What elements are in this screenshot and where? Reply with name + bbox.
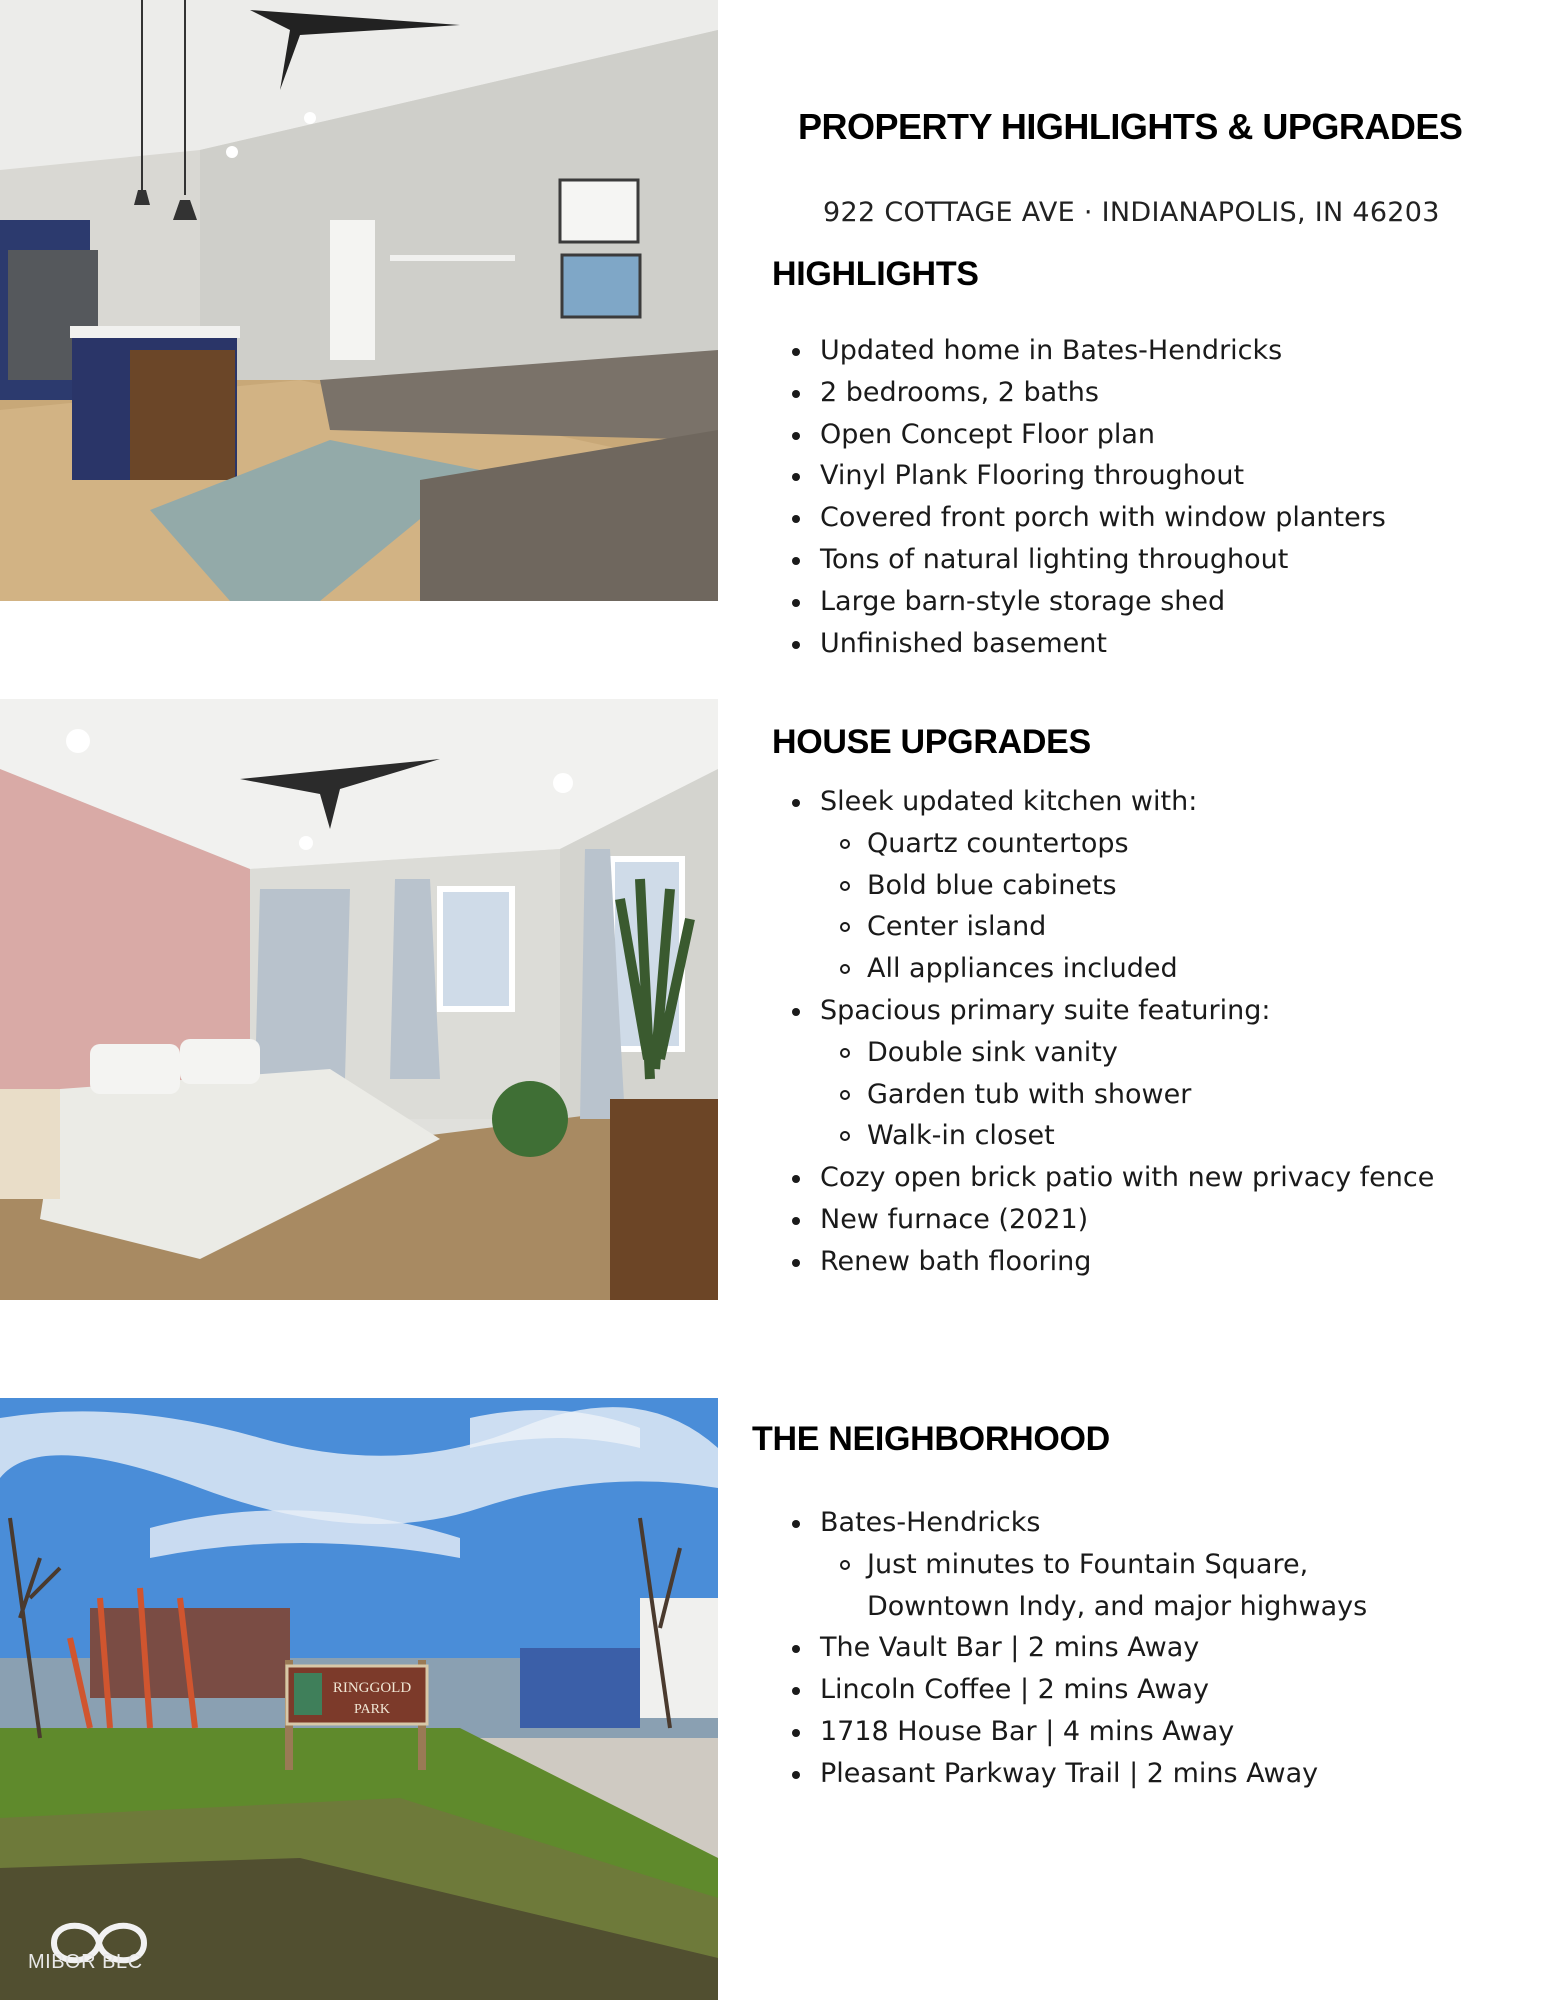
bullet-icon (792, 390, 800, 398)
list-item (772, 781, 1434, 823)
house-upgrades-list (772, 781, 1434, 1283)
sub-bullet-icon (840, 881, 850, 891)
list-item (772, 1669, 1367, 1711)
list-item (772, 1753, 1367, 1795)
list-item-text: Downtown Indy, and major highways (867, 1590, 1368, 1622)
list-item (772, 581, 1386, 623)
list-item (772, 823, 1434, 865)
list-item-text: Bates-Hendricks (820, 1507, 1041, 1538)
bullet-icon (792, 1687, 800, 1695)
highlights-heading: HIGHLIGHTS (772, 255, 979, 293)
list-item (772, 1586, 1367, 1628)
list-item (772, 865, 1434, 907)
list-item (772, 1241, 1434, 1283)
list-item-text: New furnace (2021) (820, 1203, 1089, 1235)
bullet-icon (792, 1645, 800, 1653)
bullet-icon (792, 799, 800, 807)
list-item (772, 330, 1386, 372)
list-item (772, 1115, 1434, 1157)
list-item-text: Large barn-style storage shed (820, 585, 1226, 617)
property-address: 922 COTTAGE AVE · INDIANAPOLIS, IN 46203 (823, 197, 1440, 228)
park-sign-line1: RINGGOLD (332, 1680, 412, 1696)
list-item-text: 2 bedrooms, 2 baths (820, 376, 1099, 408)
list-item-text: Bold blue cabinets (867, 869, 1117, 901)
park-sign-line2: PARK (353, 1702, 391, 1717)
bullet-icon (792, 1520, 800, 1528)
list-item-text: Garden tub with shower (867, 1078, 1192, 1110)
list-item-text: Renew bath flooring (820, 1245, 1092, 1277)
list-item (772, 539, 1386, 581)
bullet-icon (792, 1175, 800, 1183)
sub-bullet-icon (840, 964, 850, 974)
neighborhood-list (772, 1502, 1367, 1795)
list-item (772, 1544, 1367, 1586)
bullet-icon (792, 515, 800, 523)
list-item-text: Walk-in closet (867, 1120, 1055, 1152)
bullet-icon (792, 348, 800, 356)
list-item (772, 1502, 1367, 1544)
list-item-text: Cozy open brick patio with new privacy fence (820, 1162, 1435, 1194)
list-item-text: Updated home in Bates-Hendricks (820, 335, 1283, 366)
living-room-photo (0, 0, 718, 601)
bullet-icon (792, 599, 800, 607)
bullet-icon (792, 473, 800, 481)
page-title: PROPERTY HIGHLIGHTS & UPGRADES (798, 106, 1463, 147)
list-item (772, 1032, 1434, 1074)
bullet-icon (792, 1259, 800, 1267)
sub-bullet-icon (840, 922, 850, 932)
list-item (772, 623, 1386, 665)
list-item (772, 1711, 1367, 1753)
list-item (772, 497, 1386, 539)
sub-bullet-icon (840, 839, 850, 849)
list-item-text: Quartz countertops (867, 827, 1129, 859)
list-item-text: Double sink vanity (867, 1036, 1118, 1068)
highlights-list (772, 330, 1386, 664)
list-item (772, 1074, 1434, 1116)
bedroom-photo (0, 699, 718, 1300)
bullet-icon (792, 432, 800, 440)
bullet-icon (792, 641, 800, 649)
watermark-text: MIBOR BLC (28, 1951, 143, 1973)
list-item (772, 372, 1386, 414)
list-item-text: Just minutes to Fountain Square, (867, 1548, 1309, 1580)
bullet-icon (792, 557, 800, 565)
sub-bullet-icon (840, 1090, 850, 1100)
sub-bullet-icon (840, 1048, 850, 1058)
list-item (772, 1627, 1367, 1669)
list-item-text: Sleek updated kitchen with: (820, 786, 1198, 817)
list-item-text: Lincoln Coffee | 2 mins Away (820, 1674, 1209, 1706)
list-item-text: Open Concept Floor plan (820, 418, 1155, 450)
list-item (772, 414, 1386, 456)
list-item-text: Center island (867, 911, 1047, 943)
list-item (772, 990, 1434, 1032)
bullet-icon (792, 1217, 800, 1225)
list-item-text: Covered front porch with window planters (820, 502, 1386, 534)
list-item-text: Spacious primary suite featuring: (820, 994, 1271, 1026)
list-item-text: All appliances included (867, 953, 1178, 985)
bullet-icon (792, 1771, 800, 1779)
list-item-text: Vinyl Plank Flooring throughout (820, 460, 1245, 492)
neighborhood-heading: THE NEIGHBORHOOD (752, 1420, 1110, 1458)
list-item (772, 455, 1386, 497)
list-item-text: Pleasant Parkway Trail | 2 mins Away (820, 1757, 1319, 1789)
sub-bullet-icon (840, 1560, 850, 1570)
bullet-icon (792, 1729, 800, 1737)
list-item (772, 1199, 1434, 1241)
list-item-text: Unfinished basement (820, 627, 1107, 659)
list-item-text: 1718 House Bar | 4 mins Away (820, 1715, 1235, 1747)
bullet-icon (792, 1008, 800, 1016)
list-item (772, 1157, 1434, 1199)
list-item-text: Tons of natural lighting throughout (820, 543, 1289, 575)
list-item (772, 906, 1434, 948)
house-upgrades-heading: HOUSE UPGRADES (772, 723, 1091, 761)
list-item (772, 948, 1434, 990)
sub-bullet-icon (840, 1131, 850, 1141)
list-item-text: The Vault Bar | 2 mins Away (820, 1632, 1200, 1664)
